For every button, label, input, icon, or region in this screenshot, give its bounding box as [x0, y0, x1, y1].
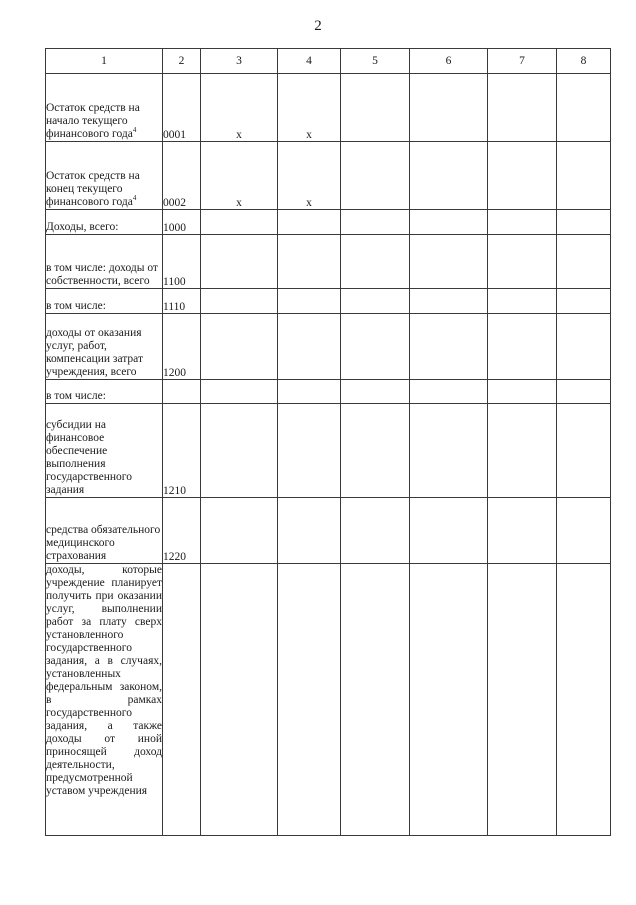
cell-value: x	[201, 74, 278, 142]
column-header: 3	[201, 49, 278, 74]
cell-empty	[341, 314, 410, 380]
cell-empty	[557, 404, 611, 498]
cell-empty	[488, 289, 557, 314]
table-row	[46, 142, 611, 210]
cell-empty	[201, 314, 278, 380]
cell-empty	[201, 380, 278, 404]
cell-empty	[341, 210, 410, 235]
row-code: 1210	[163, 404, 201, 498]
cell-empty	[488, 235, 557, 289]
column-header: 5	[341, 49, 410, 74]
cell-empty	[278, 404, 341, 498]
cell-empty	[557, 314, 611, 380]
cell-empty	[557, 142, 611, 210]
cell-empty	[341, 404, 410, 498]
footnote-mark: 4	[132, 194, 137, 203]
cell-empty	[278, 289, 341, 314]
cell-empty	[488, 380, 557, 404]
row-label: доходы, которые учреждение планирует получить при оказании услуг, выполнении работ за плату сверх установленного государственного задания, а в случаях, установленных федеральным законом, в рамках государственного задания, а также доходы от иной приносящей доход деятельности, предусмотренной уставом учреждения	[46, 564, 163, 836]
column-header: 6	[410, 49, 488, 74]
cell-empty	[488, 314, 557, 380]
row-code: 1110	[163, 289, 201, 314]
cell-empty	[341, 289, 410, 314]
cell-empty	[201, 210, 278, 235]
cell-empty	[557, 289, 611, 314]
table-row	[46, 74, 611, 142]
cell-empty	[410, 74, 488, 142]
cell-value: x	[278, 74, 341, 142]
row-code: 0001	[163, 74, 201, 142]
row-code: 1220	[163, 498, 201, 564]
cell-empty	[557, 564, 611, 836]
row-code: 0002	[163, 142, 201, 210]
cell-empty	[341, 235, 410, 289]
table-row	[46, 289, 611, 314]
cell-empty	[201, 564, 278, 836]
row-code	[163, 564, 201, 836]
cell-empty	[488, 498, 557, 564]
cell-empty	[341, 380, 410, 404]
table-row	[46, 564, 611, 836]
footnote-mark: 4	[132, 126, 137, 135]
cell-empty	[557, 210, 611, 235]
cell-empty	[410, 142, 488, 210]
column-header: 7	[488, 49, 557, 74]
column-header-row	[46, 49, 611, 74]
cell-empty	[410, 235, 488, 289]
cell-value: x	[278, 142, 341, 210]
row-label: Остаток средств на конец текущего финансового года$^4$	[46, 142, 163, 210]
table-row	[46, 498, 611, 564]
table-row	[46, 404, 611, 498]
row-label: Остаток средств на начало текущего финансового года$^4$	[46, 74, 163, 142]
cell-empty	[341, 498, 410, 564]
financial-plan-table	[45, 48, 611, 836]
table-row	[46, 210, 611, 235]
cell-empty	[410, 564, 488, 836]
cell-empty	[410, 210, 488, 235]
cell-empty	[410, 380, 488, 404]
row-code: 1000	[163, 210, 201, 235]
cell-empty	[201, 404, 278, 498]
page-number: 2	[314, 18, 322, 34]
cell-empty	[557, 380, 611, 404]
cell-empty	[278, 210, 341, 235]
row-label: в том числе:	[46, 289, 163, 314]
cell-empty	[278, 235, 341, 289]
cell-empty	[201, 235, 278, 289]
column-header: 4	[278, 49, 341, 74]
row-code: 1200	[163, 314, 201, 380]
column-header: 8	[557, 49, 611, 74]
cell-empty	[410, 498, 488, 564]
row-label: субсидии на финансовое обеспечение выполнения государственного задания	[46, 404, 163, 498]
column-header: 1	[46, 49, 163, 74]
row-label: доходы от оказания услуг, работ, компенсации затрат учреждения, всего	[46, 314, 163, 380]
cell-empty	[557, 498, 611, 564]
cell-value: x	[201, 142, 278, 210]
row-label: в том числе: доходы от собственности, всего	[46, 235, 163, 289]
cell-empty	[278, 564, 341, 836]
cell-empty	[278, 380, 341, 404]
column-header: 2	[163, 49, 201, 74]
cell-empty	[488, 404, 557, 498]
row-label: средства обязательного медицинского страхования	[46, 498, 163, 564]
row-code: 1100	[163, 235, 201, 289]
cell-empty	[278, 498, 341, 564]
cell-empty	[341, 74, 410, 142]
cell-empty	[201, 289, 278, 314]
cell-empty	[341, 142, 410, 210]
cell-empty	[410, 314, 488, 380]
cell-empty	[488, 74, 557, 142]
cell-empty	[488, 564, 557, 836]
cell-empty	[488, 142, 557, 210]
cell-empty	[557, 235, 611, 289]
table-row	[46, 380, 611, 404]
table-row	[46, 314, 611, 380]
cell-empty	[410, 404, 488, 498]
row-code	[163, 380, 201, 404]
cell-empty	[201, 498, 278, 564]
row-label: Доходы, всего:	[46, 210, 163, 235]
cell-empty	[488, 210, 557, 235]
cell-empty	[341, 564, 410, 836]
cell-empty	[557, 74, 611, 142]
table-row	[46, 235, 611, 289]
cell-empty	[278, 314, 341, 380]
row-label: в том числе:	[46, 380, 163, 404]
cell-empty	[410, 289, 488, 314]
